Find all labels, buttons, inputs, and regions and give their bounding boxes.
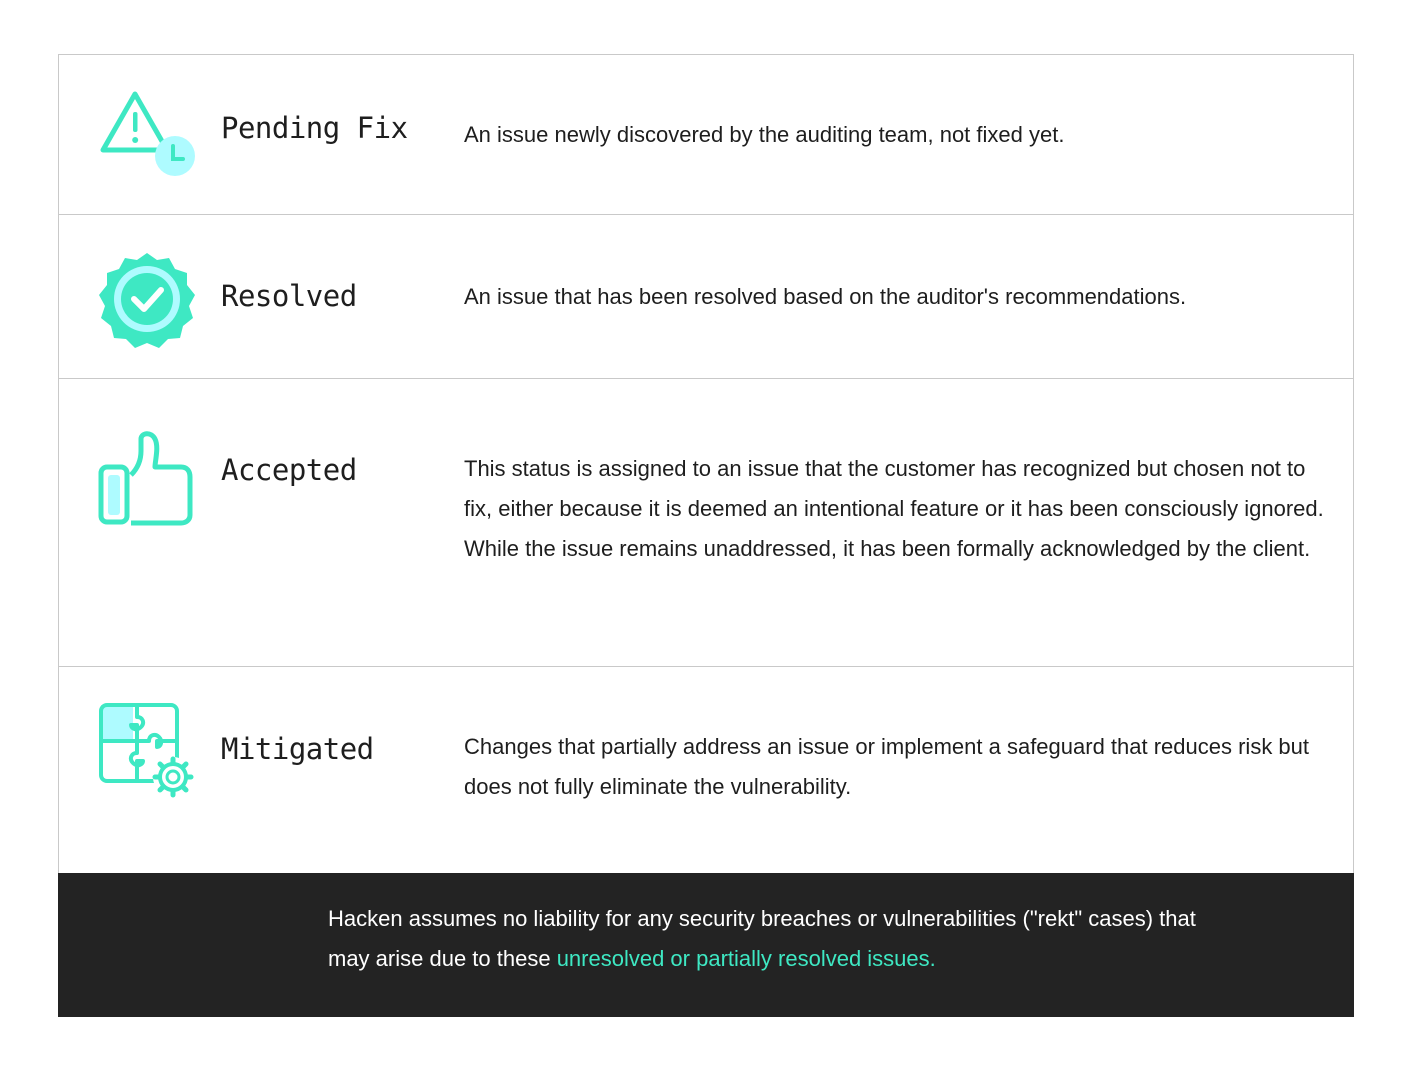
status-table: [58, 54, 1354, 874]
status-row-pending-fix: [59, 55, 1353, 215]
warning-clock-icon: [97, 88, 197, 188]
status-row-resolved: [59, 215, 1353, 379]
status-row-accepted: [59, 379, 1353, 667]
puzzle-gear-icon: [97, 701, 197, 801]
disclaimer-banner: [58, 873, 1354, 1017]
disclaimer-body: Hacken assumes no liability for any security breaches or vulnerabilities ("rekt" cases) that may arise due to these: [328, 906, 1196, 971]
check-badge-icon: [97, 251, 197, 351]
disclaimer-text: [328, 899, 1208, 979]
thumbs-up-icon: [97, 431, 197, 531]
status-description: An issue that has been resolved based on the auditor's recommendations.: [464, 284, 1187, 309]
status-row-mitigated: [59, 667, 1353, 874]
status-description: Changes that partially address an issue or implement a safeguard that reduces risk but does not fully eliminate the vulnerability.: [464, 734, 1310, 799]
status-label: Accepted: [221, 453, 357, 487]
status-description: An issue newly discovered by the auditing team, not fixed yet.: [464, 122, 1065, 147]
disclaimer-highlight: unresolved or partially resolved issues.: [556, 946, 936, 971]
status-label: Resolved: [221, 279, 357, 313]
status-label: Mitigated: [221, 732, 374, 766]
status-description: This status is assigned to an issue that the customer has recognized but chosen not to fix, either because it is deemed an intentional feature or it has been consciously ignored. While the issue remains unaddressed, it has been formally acknowledged by the client.: [464, 456, 1324, 561]
status-label: Pending Fix: [221, 111, 408, 145]
